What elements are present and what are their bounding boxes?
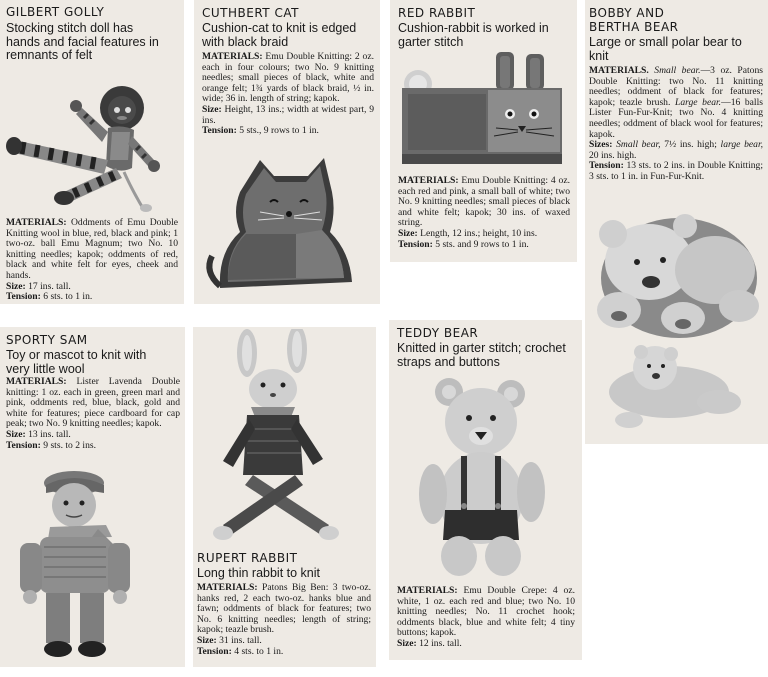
tension-value: 5 sts. and 9 rows to 1 in. [435,238,529,250]
card-subtitle: Toy or mascot to knit with very little wool [6,348,147,376]
materials-text [6,218,178,303]
polar-bears-photo [589,206,765,440]
materials-label: MATERIALS: [197,582,258,593]
size-value: 13 ins. tall. [28,428,71,440]
sizes-large-label: large bear, [720,139,764,151]
materials-text [397,586,575,650]
sporty-sam-doll-photo [6,467,180,663]
size-value: Height, 13 ins.; width at widest part, 9 ins. [202,103,374,126]
large-bear-materials: —16 balls Lister Fun-Fur-Knit; two No. 4 knitting needles; oddment of black wool for features; kapok. [589,96,763,140]
card-title: CUTHBERT CAT [202,6,299,20]
tension-value: 5 sts., 9 rows to 1 in. [239,125,319,137]
materials-list: Emu Double Knitting: 2 oz. each in four colours; two No. 9 knitting needles; small pieces of black, white and orange felt; 1¾ yards of black braid, ½ in. wide; 36 in. length of string; kapok. [202,51,374,105]
size-label: Size: [197,634,217,646]
rabbit-cushion-photo [396,50,572,176]
size-value: 12 ins. tall. [419,637,462,649]
tension-value: 13 sts. to 2 ins. in Double Knitting; 3 sts. to 1 in. in Fun-Fur-Knit. [589,160,763,182]
materials-text [6,377,180,451]
sizes-large-value: 20 ins. high. [589,149,637,161]
size-label: Size: [202,103,222,115]
large-bear-label: Large bear. [675,96,722,108]
size-value: Length, 12 ins.; height, 10 ins. [420,227,538,239]
tension-label: Tension: [398,238,433,250]
pattern-card-teddy-bear [389,320,582,660]
sizes-small-value: 7½ ins. high; [664,139,717,151]
pattern-card-bobby-bertha-bear [585,0,768,444]
card-subtitle: Stocking stitch doll has hands and facial features in remnants of felt [6,21,159,62]
card-subtitle: Large or small polar bear to knit [589,35,742,63]
materials-label: MATERIALS: [397,585,458,596]
tension-value: 9 sts. to 2 ins. [43,439,97,451]
size-value: 17 ins. tall. [28,280,71,292]
size-value: 31 ins. tall. [219,634,262,646]
tension-value: 4 sts. to 1 in. [234,645,284,657]
pattern-card-red-rabbit [390,0,577,262]
size-label: Size: [6,280,26,292]
small-bear-materials: —3 oz. Patons Double Knitting: two No. 11 knitting needles; oddment of black for features; kapok; teazle brush. [589,65,764,108]
materials-label: MATERIALS: [6,217,67,228]
card-subtitle: Cushion-cat to knit is edged with black braid [202,21,357,49]
pattern-card-rupert-rabbit [193,327,376,667]
card-subtitle: Cushion-rabbit is worked in garter stitch [398,21,549,49]
tension-label: Tension: [589,160,624,172]
materials-label: MATERIALS. [589,65,649,76]
materials-list: Patons Big Ben: 3 two-oz. hanks red, 2 each two-oz. hanks blue and fawn; oddments of black for features; two No. 6 knitting needles; length of string; kapok; teazle brush. [197,582,371,636]
materials-text [197,583,371,657]
card-subtitle: Long thin rabbit to knit [197,566,320,580]
materials-list: Oddments of Emu Double Knitting wool in blue, red, black and pink; 1 two-oz. ball Emu Magnum; two No. 10 knitting needles; kapok; oddments of red, black and white felt for eyes, cheek and hands. [6,217,178,281]
materials-list: Emu Double Crepe: 4 oz. white, 1 oz. each red and blue; two No. 10 knitting needles; No. 11 crochet hook; oddments black, blue and white felt; 4 tiny buttons; kapok. [397,585,575,639]
card-title: RED RABBIT [398,6,476,20]
materials-text [398,176,570,250]
card-title: RUPERT RABBIT [197,551,298,565]
pattern-card-gilbert-golly [0,0,184,304]
pattern-card-sporty-sam [0,327,185,667]
tension-label: Tension: [202,125,237,137]
card-subtitle: Knitted in garter stitch; crochet straps and buttons [397,341,566,369]
size-label: Size: [398,227,418,239]
size-label: Size: [397,637,417,649]
materials-list: Emu Double Knitting: 4 oz. each red and pink, a small ball of white; two No. 9 knitting needles; small pieces of black and white felt; kapok; 30 ins. of waxed string. [398,175,570,229]
pattern-card-cuthbert-cat [194,0,380,304]
golly-doll-photo [4,80,180,212]
sizes-label: Sizes: [589,139,613,151]
materials-list: Lister Lavenda Double knitting: 1 oz. each in green, green marl and pink, oddments red, blue, black, gold and white for features; piece cardboard for cap peak; two No. 9 knitting needles; kapok. [6,376,180,430]
rupert-rabbit-photo [197,329,373,547]
materials-label: MATERIALS: [6,376,67,387]
materials-label: MATERIALS: [398,175,459,186]
cat-cushion-photo [200,152,376,298]
tension-label: Tension: [6,439,41,451]
tension-label: Tension: [197,645,232,657]
sizes-small-label: Small bear, [616,139,661,151]
tension-value: 6 sts. to 1 in. [43,291,93,303]
tension-label: Tension: [6,291,41,303]
materials-text [202,52,374,137]
small-bear-label: Small bear. [654,65,701,76]
teddy-bear-photo [399,372,569,578]
card-title: SPORTY SAM [6,333,88,347]
size-label: Size: [6,428,26,440]
card-title-line1: BOBBY AND [589,6,665,20]
card-title: TEDDY BEAR [397,326,479,340]
card-title: GILBERT GOLLY [6,5,105,19]
card-title-line2: BERTHA BEAR [589,20,679,34]
materials-text [589,66,763,183]
materials-label: MATERIALS: [202,51,263,62]
